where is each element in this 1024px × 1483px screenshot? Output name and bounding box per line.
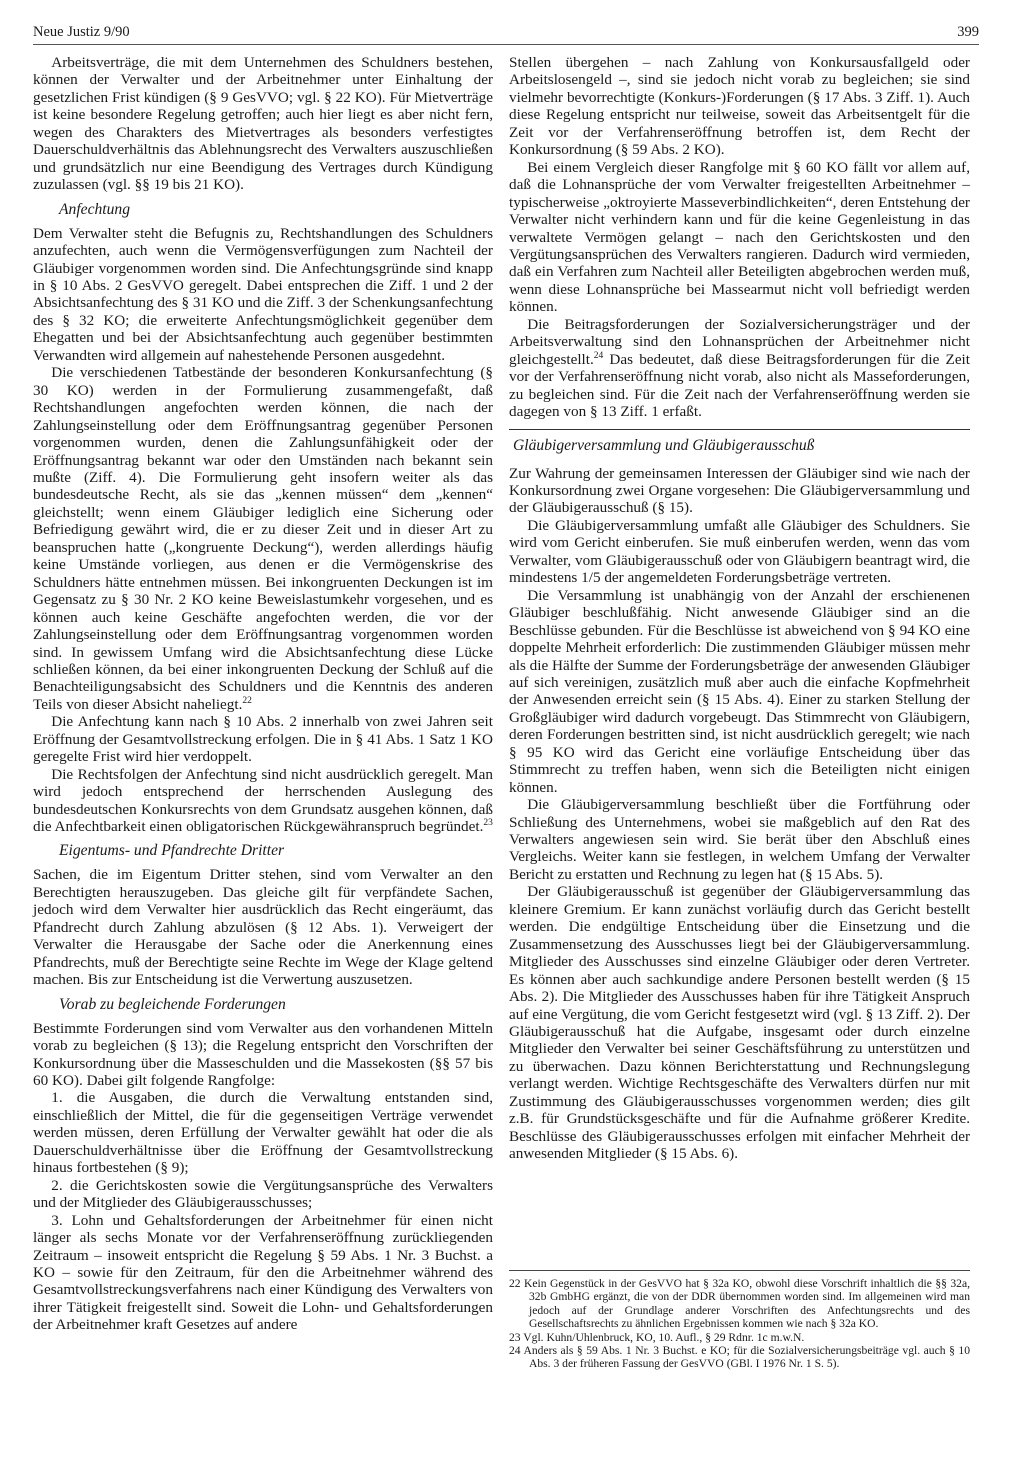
left-column (33, 54, 493, 1334)
paragraph: Der Gläubigerausschuß ist gegenüber der Gläubigerversammlung das kleinere Gremium. Er kann zunächst vorläufig durch das Gericht bestellt werden. Die endgültige Entscheidung über die Einsetzung und die Zusammensetzung des Ausschusses liegt bei der Gläubigerversammlung. Mitglieder des Ausschusses sind einzelne Gläubiger oder deren Vertreter. Es können aber auch sachkundige andere Personen bestellt werden (§ 15 Abs. 2). Die Mitglieder des Ausschusses haben für ihre Tätigkeit Anspruch auf eine Vergütung, die vom Gericht festgesetzt wird (vgl. § 13 Ziff. 2). Der Gläubigerausschuß hat die Aufgabe, insgesamt oder durch einzelne Mitglieder den Verwalter bei seiner Geschäftsführung zu unterstützen und zu überwachen. Dazu können Berichterstattung und Rechnungslegung verlangt werden. Wichtige Rechtsgeschäfte des Verwalters dürfen nur mit Zustimmung des Gläubigerausschusses vorgenommen werden; dies gilt z.B. für Grundstücksgeschäfte und für die Aufnahme größerer Kredite. Beschlüsse des Gläubigerausschusses erfolgen mit einfacher Mehrheit der anwesenden Mitglieder (§ 15 Abs. 6). (509, 883, 970, 1163)
paragraph: Arbeitsverträge, die mit dem Unternehmen des Schuldners bestehen, können der Verwalter und der Arbeitnehmer unter Einhaltung der gesetzlichen Frist kündigen (§ 9 GesVVO; vgl. § 22 KO). Für Mietverträge ist keine besondere Regelung getroffen; auch hier liegt es aber nicht fern, wegen des Charakters des Mietvertrages als besonders verfestigtes Dauerschuldverhältnis das Ablehnungsrecht des Verwalters auszuschließen und grundsätzlich nur eine Beendigung des Vertrages durch Kündigung zuzulassen (vgl. §§ 19 bis 21 KO). (33, 54, 493, 194)
paragraph: Die Anfechtung kann nach § 10 Abs. 2 innerhalb von zwei Jahren seit Eröffnung der Gesamtvollstreckung erfolgen. Die in § 41 Abs. 1 Satz 1 KO geregelte Frist wird hier verdoppelt. (33, 713, 493, 766)
paragraph: Zur Wahrung der gemeinsamen Interessen der Gläubiger sind wie nach der Konkursordnung zwei Organe vorgesehen: Die Gläubigerversammlung und der Gläubigerausschuß (§ 15). (509, 464, 970, 517)
paragraph: Bestimmte Forderungen sind vom Verwalter aus den vorhandenen Mitteln vorab zu begleichen (§ 13); die Regelung entspricht den Vorschriften der Konkursordnung über die Masseschulden und die Massekosten (§§ 57 bis 60 KO). Dabei gilt folgende Rangfolge: (33, 1019, 493, 1090)
section-heading-eigentum: Eigentums- und Pfandrechte Dritter (59, 842, 285, 860)
paragraph-text: Die Rechtsfolgen der Anfechtung sind nicht ausdrücklich geregelt. Man wird jedoch entsprechend der herrschenden Auslegung des bundesdeutschen Konkursrechts von dem Grundsatz ausgehen können, daß die Anfechtbarkeit einen obligatorischen Rückgewähranspruch begründet. (33, 765, 493, 836)
paragraph: Sachen, die im Eigentum Dritter stehen, sind vom Verwalter an den Berechtigten herauszugeben. Das gleiche gilt für verpfändete Sachen, jedoch wird dem Verwalter hier ausdrücklich das Recht eingeräumt, das Pfandrecht durch Zahlung abzulösen (§ 12 Abs. 1). Verweigert der Verwalter die Herausgabe der Sache oder die Anerkennung eines Pfandrechts, muß der Berechtigte seine Rechte im Wege der Klage geltend machen. Bis zur Entscheidung ist die Verwertung auszusetzen. (33, 866, 493, 989)
page-number: 399 (957, 24, 979, 40)
paragraph: Die Versammlung ist unabhängig von der Anzahl der erschienenen Gläubiger beschlußfähig. Nicht anwesende Gläubiger sind an die Beschlüsse gebunden. Für die Beschlüsse ist abweichend von § 94 KO eine doppelte Mehrheit erforderlich: Die zustimmenden Gläubiger müssen mehr als die Hälfte der Summe der Forderungsbeträge der anwesenden Gläubiger auf sich vereinigen, zusätzlich muß aber auch die einfache Kopfmehrheit der Anwesenden erreicht sein (§ 15 Abs. 4). Einer zu starken Stellung der Großgläubiger wird dadurch vorgebeugt. Das Stimmrecht von Gläubigern, deren Forderungen bestritten sind, ist nicht ausdrücklich geregelt; wie nach § 95 KO wird das Gericht eine vorläufige Entscheidung über das Stimmrecht zu treffen haben, wenn sich die Beteiligten nicht einigen können. (509, 586, 970, 796)
right-column (509, 54, 970, 1163)
list-item: 3. Lohn und Gehaltsforderungen der Arbeitnehmer für einen nicht länger als sechs Monate vor der Verfahrenseröffnung zurückliegenden Zeitraum – insoweit entspricht die Regelung § 59 Abs. 1 Nr. 3 Buchst. a KO – sowie für den Zeitraum, für den die Arbeitnehmer während des Gesamtvollstreckungsverfahrens nach einer Kündigung des Verwalters von ihrer Tätigkeit freigestellt sind. Soweit die Lohn- und Gehaltsforderungen der Arbeitnehmer kraft Gesetzes auf andere (33, 1211, 493, 1334)
section-heading-glaeubiger: Gläubigerversammlung und Gläubigerausschuß (509, 429, 970, 455)
list-item: 1. die Ausgaben, die durch die Verwaltung entstanden sind, einschließlich der Mittel, die für die gegenseitigen Verträge verwendet werden müssen, deren Erfüllung der Verwalter gewählt hat oder die als Dauerschuldverhältnisse über die Eröffnung der Gesamtvollstreckung hinaus fortbestehen (§ 9); (33, 1089, 493, 1177)
journal-title: Neue Justiz 9/90 (33, 24, 130, 40)
footnote-24: 24 Anders als § 59 Abs. 1 Nr. 3 Buchst. e KO; für die Sozialversicherungsbeiträge vgl. auch § 10 Abs. 3 der früheren Fassung der GesVVO (GBl. I 1976 Nr. 1 S. 5). (509, 1344, 970, 1371)
paragraph-text: Die verschiedenen Tatbestände der besonderen Konkursanfechtung (§ 30 KO) werden in der Formulierung zusammengefaßt, daß Rechtshandlungen angefochten werden können, die nach der Zahlungseinstellung oder dem Eröffnungsantrag gegenüber Personen vorgenommen wurden, denen die Zahlungsunfähigkeit oder der Eröffnungsantrag bekannt war oder den Umständen nach bekannt sein mußte (Ziff. 4). Die Formulierung geht insofern weiter als das bundesdeutsche Recht, als sie das „kennen müssen“ dem „kennen“ gleichstellt; wenn einem Gläubiger lediglich eine Sicherung oder Befriedigung gewährt wird, die er zu dieser Zeit und in dieser Art zu beanspruchen hatte („kongruente Deckung“), werden allerdings häufig keine Umstände vorliegen, aus denen er die Vermögenskrise des Schuldners hätte entnehmen müssen. Bei inkongruenten Deckungen ist im Gegensatz zu § 30 Nr. 2 KO keine Beweislastumkehr vorgesehen, und es können auch keine Geschäfte angefochten werden, die vor der Zahlungseinstellung oder dem Eröffnungsantrag vorgenommen worden sind. In gewissem Umfang wird die Absichtsanfechtung diese Lücke schließen können, da bei einer inkongruenten Deckung der Schluß auf die Benachteiligungsabsicht des Schuldners und die Kenntnis des anderen Teils von dieser Absicht naheliegt. (33, 364, 493, 713)
footnote-23: 23 Vgl. Kuhn/Uhlenbruck, KO, 10. Aufl., § 29 Rdnr. 1c m.w.N. (509, 1330, 805, 1344)
paragraph-text: Das bedeutet, daß diese Beitragsforderungen für die Zeit vor der Verfahrenseröffnung nicht vorab, also nicht als Masseforderungen, zu begleichen sind. Für die Zeit nach der Verfahrenseröffnung werden sie dagegen von § 13 Ziff. 1 erfaßt. (509, 350, 970, 421)
footnote-22: 22 Kein Gegenstück in der GesVVO hat § 32a KO, obwohl diese Vorschrift inhaltlich die §§ 32a, 32b GmbHG ergänzt, die von der DDR übernommen worden sind. Im allgemeinen wird man jedoch auf der Grundlage anderer Vorschriften des Anfechtungsrechts und des Gesellschaftsrechts zu ähnlichen Ergebnissen kommen wie nach § 32a KO. (509, 1277, 970, 1331)
section-heading-anfechtung: Anfechtung (59, 200, 131, 218)
paragraph: Dem Verwalter steht die Befugnis zu, Rechtshandlungen des Schuldners anzufechten, auch wenn die Vermögensverfügungen zum Nachteil der Gläubiger vorgenommen worden sind. Die Anfechtungsgründe sind knapp in § 10 Abs. 2 GesVVO geregelt. Dabei entsprechen die Ziff. 1 und 2 der Absichtsanfechtung des § 31 KO und die Ziff. 3 der Schenkungsanfechtung des § 32 KO; die erweiterte Anfechtungsmöglichkeit gegenüber dem Ehegatten und bei der Absichtsanfechtung auch gegenüber bestimmten Verwandten wird allgemein auf nahestehende Personen ausgedehnt. (33, 224, 493, 364)
section-heading-vorab: Vorab zu begleichende Forderungen (59, 995, 286, 1013)
paragraph-text: Die Beitragsforderungen der Sozialversicherungsträger und der Arbeitsverwaltung sind den Lohnansprüchen der Arbeitnehmer nicht gleichgestellt. (509, 315, 970, 368)
paragraph: Die Gläubigerversammlung beschließt über die Fortführung oder Schließung des Unternehmens, wobei sie maßgeblich auf den Rat des Verwalters angewiesen sein wird. Sie berät über den Abschluß eines Vergleichs. Weiter kann sie festlegen, in welchem Umfang der Verwalter Bericht zu erstatten und Rechnung zu legen hat (§ 15 Abs. 5). (509, 796, 970, 883)
paragraph: Stellen übergehen – nach Zahlung von Konkursausfallgeld oder Arbeitslosengeld –, sind sie jedoch nicht vorab zu begleichen; sie sind vielmehr bevorrechtigte (Konkurs-)Forderungen (§ 17 Abs. 3 Ziff. 1). Auch diese Regelung entspricht nur teilweise, soweit das Arbeitsentgelt für die Zeit vor der Verfahrenseröffnung betroffen ist, dem Recht der Konkursordnung (§ 59 Abs. 2 KO). (509, 54, 970, 159)
paragraph (509, 316, 970, 421)
footnote-ref: 22 (242, 695, 252, 706)
footnote-ref: 24 (593, 350, 604, 361)
list-item: 2. die Gerichtskosten sowie die Vergütungsansprüche des Verwalters und der Mitglieder des Gläubigerausschusses; (33, 1176, 493, 1212)
paragraph: Bei einem Vergleich dieser Rangfolge mit § 60 KO fällt vor allem auf, daß die Lohnansprüche der vom Verwalter freigestellten Arbeitnehmer – typischerweise „oktroyierte Masseverbindlichkeiten“, deren Entstehung der Verwalter nicht verhindern kann und für die keine Gegenleistung in das verwaltete Vermögen gelangt – nach den Gerichtskosten und den Vergütungsansprüchen des Verwalters rangieren. Dadurch wird vermieden, daß ein Verfahren zum Nachteil aller Beteiligten abgebrochen werden muß, wenn diese Lohnansprüche bei Massearmut nicht voll befriedigt werden können. (509, 158, 970, 316)
paragraph: Die Gläubigerversammlung umfaßt alle Gläubiger des Schuldners. Sie wird vom Gericht einberufen. Sie muß einberufen werden, wenn das vom Verwalter, vom Gläubigerausschuß oder von Gläubigern beantragt wird, die mindestens 1/5 der angemeldeten Forderungsbeträge vertreten. (509, 516, 970, 587)
footnote-ref: 23 (483, 817, 493, 828)
paragraph (33, 364, 493, 713)
paragraph (33, 766, 493, 836)
running-header (33, 22, 979, 45)
footnotes (509, 1270, 970, 1371)
